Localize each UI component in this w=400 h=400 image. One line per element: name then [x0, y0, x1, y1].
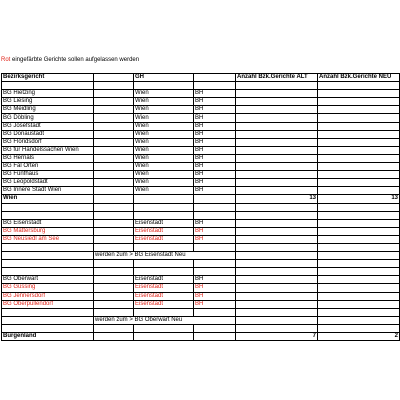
court-name: BG Fal Orten — [2, 163, 94, 171]
empty-cell — [94, 300, 134, 308]
total-label: Burgenland — [2, 333, 94, 341]
court-gh: Wien — [134, 90, 194, 98]
empty-cell — [94, 163, 134, 171]
empty-cell — [2, 252, 94, 260]
empty-row — [2, 82, 400, 90]
court-gh: Wien — [134, 98, 194, 106]
court-gh: Wien — [134, 146, 194, 154]
empty-cell — [318, 82, 400, 90]
empty-cell — [2, 82, 94, 90]
empty-cell — [236, 252, 318, 260]
court-bh: BH — [194, 114, 236, 122]
court-bh: BH — [194, 98, 236, 106]
court-name: BG Jennersdorf — [2, 292, 94, 300]
empty-cell — [2, 203, 94, 211]
court-bh: BH — [194, 227, 236, 235]
court-bh: BH — [194, 122, 236, 130]
empty-cell — [318, 324, 400, 332]
empty-row — [2, 260, 400, 268]
header-anzahl-alt: Anzahl Bzk.Gerichte ALT — [236, 74, 318, 82]
court-gh: Wien — [134, 171, 194, 179]
empty-cell — [94, 219, 134, 227]
empty-cell — [318, 187, 400, 195]
court-row — [2, 292, 400, 300]
empty-cell — [94, 171, 134, 179]
court-name: BG Hietzing — [2, 90, 94, 98]
court-name: BG Oberpullendorf — [2, 300, 94, 308]
court-row — [2, 106, 400, 114]
court-row — [2, 146, 400, 154]
court-name: BG Fünfhaus — [2, 171, 94, 179]
empty-cell — [236, 146, 318, 154]
court-row — [2, 284, 400, 292]
empty-cell — [318, 243, 400, 251]
empty-cell — [194, 203, 236, 211]
empty-cell — [94, 179, 134, 187]
empty-cell — [2, 324, 94, 332]
empty-cell — [2, 243, 94, 251]
empty-cell — [94, 260, 134, 268]
court-bh: BH — [194, 163, 236, 171]
empty-cell — [94, 130, 134, 138]
legend-red-word: Rot — [1, 57, 11, 63]
court-name: BG Floridsdorf — [2, 138, 94, 146]
empty-cell — [134, 260, 194, 268]
empty-cell — [236, 203, 318, 211]
empty-cell — [318, 98, 400, 106]
empty-cell — [236, 308, 318, 316]
court-row — [2, 219, 400, 227]
empty-cell — [236, 130, 318, 138]
court-row — [2, 300, 400, 308]
court-row — [2, 114, 400, 122]
court-gh: Eisenstadt — [134, 227, 194, 235]
court-name: BG Güssing — [2, 284, 94, 292]
court-name: BG Innere Stadt Wien — [2, 187, 94, 195]
court-bh: BH — [194, 292, 236, 300]
empty-cell — [236, 316, 318, 324]
empty-cell — [236, 300, 318, 308]
empty-cell — [94, 90, 134, 98]
court-row — [2, 163, 400, 171]
court-name: BG für Handelssachen Wien — [2, 146, 94, 154]
court-row — [2, 98, 400, 106]
empty-cell — [318, 211, 400, 219]
empty-cell — [94, 227, 134, 235]
empty-cell — [236, 284, 318, 292]
empty-cell — [318, 203, 400, 211]
empty-cell — [236, 227, 318, 235]
court-gh: Wien — [134, 163, 194, 171]
court-name: BG Eisenstadt — [2, 219, 94, 227]
empty-cell — [236, 211, 318, 219]
empty-cell — [194, 308, 236, 316]
empty-cell — [236, 163, 318, 171]
empty-cell — [2, 316, 94, 324]
merge-note: werden zum > BG Eisenstadt Neu — [94, 252, 236, 260]
empty-cell — [318, 219, 400, 227]
empty-cell — [94, 284, 134, 292]
empty-cell — [318, 252, 400, 260]
court-bh: BH — [194, 138, 236, 146]
empty-cell — [318, 284, 400, 292]
court-name: BG Mattersburg — [2, 227, 94, 235]
court-row — [2, 235, 400, 243]
empty-cell — [2, 211, 94, 219]
empty-cell — [2, 308, 94, 316]
legend-text: eingefärbte Gerichte sollen aufgelassen werden — [10, 57, 140, 63]
court-bh: BH — [194, 235, 236, 243]
court-gh: Eisenstadt — [134, 292, 194, 300]
total-row — [2, 195, 400, 203]
empty-cell — [236, 324, 318, 332]
court-name: BG Neusiedl am See — [2, 235, 94, 243]
empty-cell — [318, 90, 400, 98]
court-bh: BH — [194, 171, 236, 179]
empty-cell — [236, 187, 318, 195]
empty-cell — [318, 268, 400, 276]
empty-cell — [2, 268, 94, 276]
court-gh: Eisenstadt — [134, 300, 194, 308]
total-row — [2, 333, 400, 341]
court-bh: BH — [194, 106, 236, 114]
court-name: BG Leopoldstadt — [2, 179, 94, 187]
court-row — [2, 227, 400, 235]
court-gh: Eisenstadt — [134, 284, 194, 292]
court-gh: Eisenstadt — [134, 235, 194, 243]
court-row — [2, 138, 400, 146]
header-blank-1 — [94, 74, 134, 82]
court-row — [2, 187, 400, 195]
empty-cell — [134, 308, 194, 316]
empty-cell — [94, 154, 134, 162]
empty-cell — [194, 268, 236, 276]
total-neu: 13 — [318, 195, 400, 203]
empty-cell — [134, 82, 194, 90]
empty-row — [2, 211, 400, 219]
court-name: BG Hernals — [2, 154, 94, 162]
court-name: BG Döbling — [2, 114, 94, 122]
empty-cell — [236, 138, 318, 146]
court-table — [1, 73, 400, 341]
empty-cell — [318, 138, 400, 146]
empty-cell — [94, 292, 134, 300]
court-gh: Eisenstadt — [134, 219, 194, 227]
court-gh: Wien — [134, 179, 194, 187]
empty-cell — [134, 195, 194, 203]
total-neu: 2 — [318, 333, 400, 341]
empty-cell — [134, 268, 194, 276]
empty-row — [2, 268, 400, 276]
total-alt: 7 — [236, 333, 318, 341]
merge-row — [2, 316, 400, 324]
empty-cell — [94, 195, 134, 203]
merge-row — [2, 252, 400, 260]
court-row — [2, 130, 400, 138]
empty-cell — [236, 114, 318, 122]
empty-cell — [318, 106, 400, 114]
court-name: BG Liesing — [2, 98, 94, 106]
empty-cell — [194, 243, 236, 251]
empty-cell — [236, 243, 318, 251]
empty-cell — [236, 260, 318, 268]
empty-cell — [318, 316, 400, 324]
empty-cell — [318, 260, 400, 268]
court-bh: BH — [194, 146, 236, 154]
empty-cell — [318, 171, 400, 179]
empty-cell — [318, 114, 400, 122]
court-bh: BH — [194, 219, 236, 227]
header-row — [2, 74, 400, 82]
court-gh: Wien — [134, 154, 194, 162]
empty-cell — [194, 324, 236, 332]
empty-cell — [318, 308, 400, 316]
empty-cell — [236, 171, 318, 179]
court-gh: Wien — [134, 138, 194, 146]
court-name: BG Oberwart — [2, 276, 94, 284]
empty-cell — [318, 235, 400, 243]
court-table-body — [2, 74, 400, 341]
empty-cell — [236, 106, 318, 114]
court-gh: Wien — [134, 130, 194, 138]
court-bh: BH — [194, 276, 236, 284]
empty-cell — [94, 324, 134, 332]
header-blank-2 — [194, 74, 236, 82]
court-gh: Wien — [134, 122, 194, 130]
empty-cell — [194, 195, 236, 203]
empty-cell — [318, 122, 400, 130]
court-gh: Wien — [134, 106, 194, 114]
court-row — [2, 122, 400, 130]
empty-cell — [236, 268, 318, 276]
court-bh: BH — [194, 130, 236, 138]
empty-cell — [94, 211, 134, 219]
court-row — [2, 276, 400, 284]
empty-cell — [94, 138, 134, 146]
empty-cell — [94, 98, 134, 106]
empty-cell — [318, 163, 400, 171]
court-bh: BH — [194, 284, 236, 292]
court-gh: Eisenstadt — [134, 276, 194, 284]
empty-cell — [318, 292, 400, 300]
court-row — [2, 154, 400, 162]
empty-cell — [236, 179, 318, 187]
empty-row — [2, 324, 400, 332]
empty-cell — [134, 203, 194, 211]
empty-cell — [94, 146, 134, 154]
court-name: BG Meidling — [2, 106, 94, 114]
empty-cell — [94, 308, 134, 316]
empty-cell — [318, 130, 400, 138]
court-bh: BH — [194, 187, 236, 195]
empty-cell — [236, 122, 318, 130]
empty-cell — [94, 276, 134, 284]
header-bezirksgericht: Bezirksgericht — [2, 74, 94, 82]
court-bh: BH — [194, 154, 236, 162]
empty-cell — [318, 300, 400, 308]
empty-cell — [236, 292, 318, 300]
court-row — [2, 90, 400, 98]
court-gh: Wien — [134, 187, 194, 195]
court-gh: Wien — [134, 114, 194, 122]
empty-cell — [94, 82, 134, 90]
court-row — [2, 179, 400, 187]
empty-cell — [236, 90, 318, 98]
court-row — [2, 171, 400, 179]
court-name: BG Donaustadt — [2, 130, 94, 138]
empty-cell — [134, 211, 194, 219]
empty-cell — [94, 106, 134, 114]
empty-cell — [318, 179, 400, 187]
empty-cell — [236, 235, 318, 243]
empty-row — [2, 203, 400, 211]
empty-cell — [236, 154, 318, 162]
empty-cell — [2, 260, 94, 268]
empty-cell — [194, 211, 236, 219]
empty-cell — [194, 82, 236, 90]
empty-row — [2, 243, 400, 251]
court-bh: BH — [194, 90, 236, 98]
empty-row — [2, 308, 400, 316]
empty-cell — [318, 276, 400, 284]
header-anzahl-neu: Anzahl Bzk.Gerichte NEU — [318, 74, 400, 82]
total-label: Wien — [2, 195, 94, 203]
empty-cell — [236, 82, 318, 90]
empty-cell — [318, 146, 400, 154]
empty-cell — [194, 333, 236, 341]
empty-cell — [134, 243, 194, 251]
empty-cell — [94, 187, 134, 195]
empty-cell — [94, 203, 134, 211]
total-alt: 13 — [236, 195, 318, 203]
empty-cell — [236, 276, 318, 284]
legend-note — [1, 57, 139, 64]
empty-cell — [94, 122, 134, 130]
empty-cell — [236, 219, 318, 227]
court-name: BG Josefstadt — [2, 122, 94, 130]
empty-cell — [318, 227, 400, 235]
empty-cell — [134, 324, 194, 332]
empty-cell — [94, 243, 134, 251]
court-bh: BH — [194, 300, 236, 308]
empty-cell — [94, 333, 134, 341]
empty-cell — [134, 333, 194, 341]
empty-cell — [94, 235, 134, 243]
empty-cell — [236, 98, 318, 106]
empty-cell — [94, 114, 134, 122]
empty-cell — [194, 260, 236, 268]
empty-cell — [94, 268, 134, 276]
merge-note: werden zum > BG Oberwart Neu — [94, 316, 236, 324]
court-bh: BH — [194, 179, 236, 187]
header-gh: GH — [134, 74, 194, 82]
empty-cell — [318, 154, 400, 162]
